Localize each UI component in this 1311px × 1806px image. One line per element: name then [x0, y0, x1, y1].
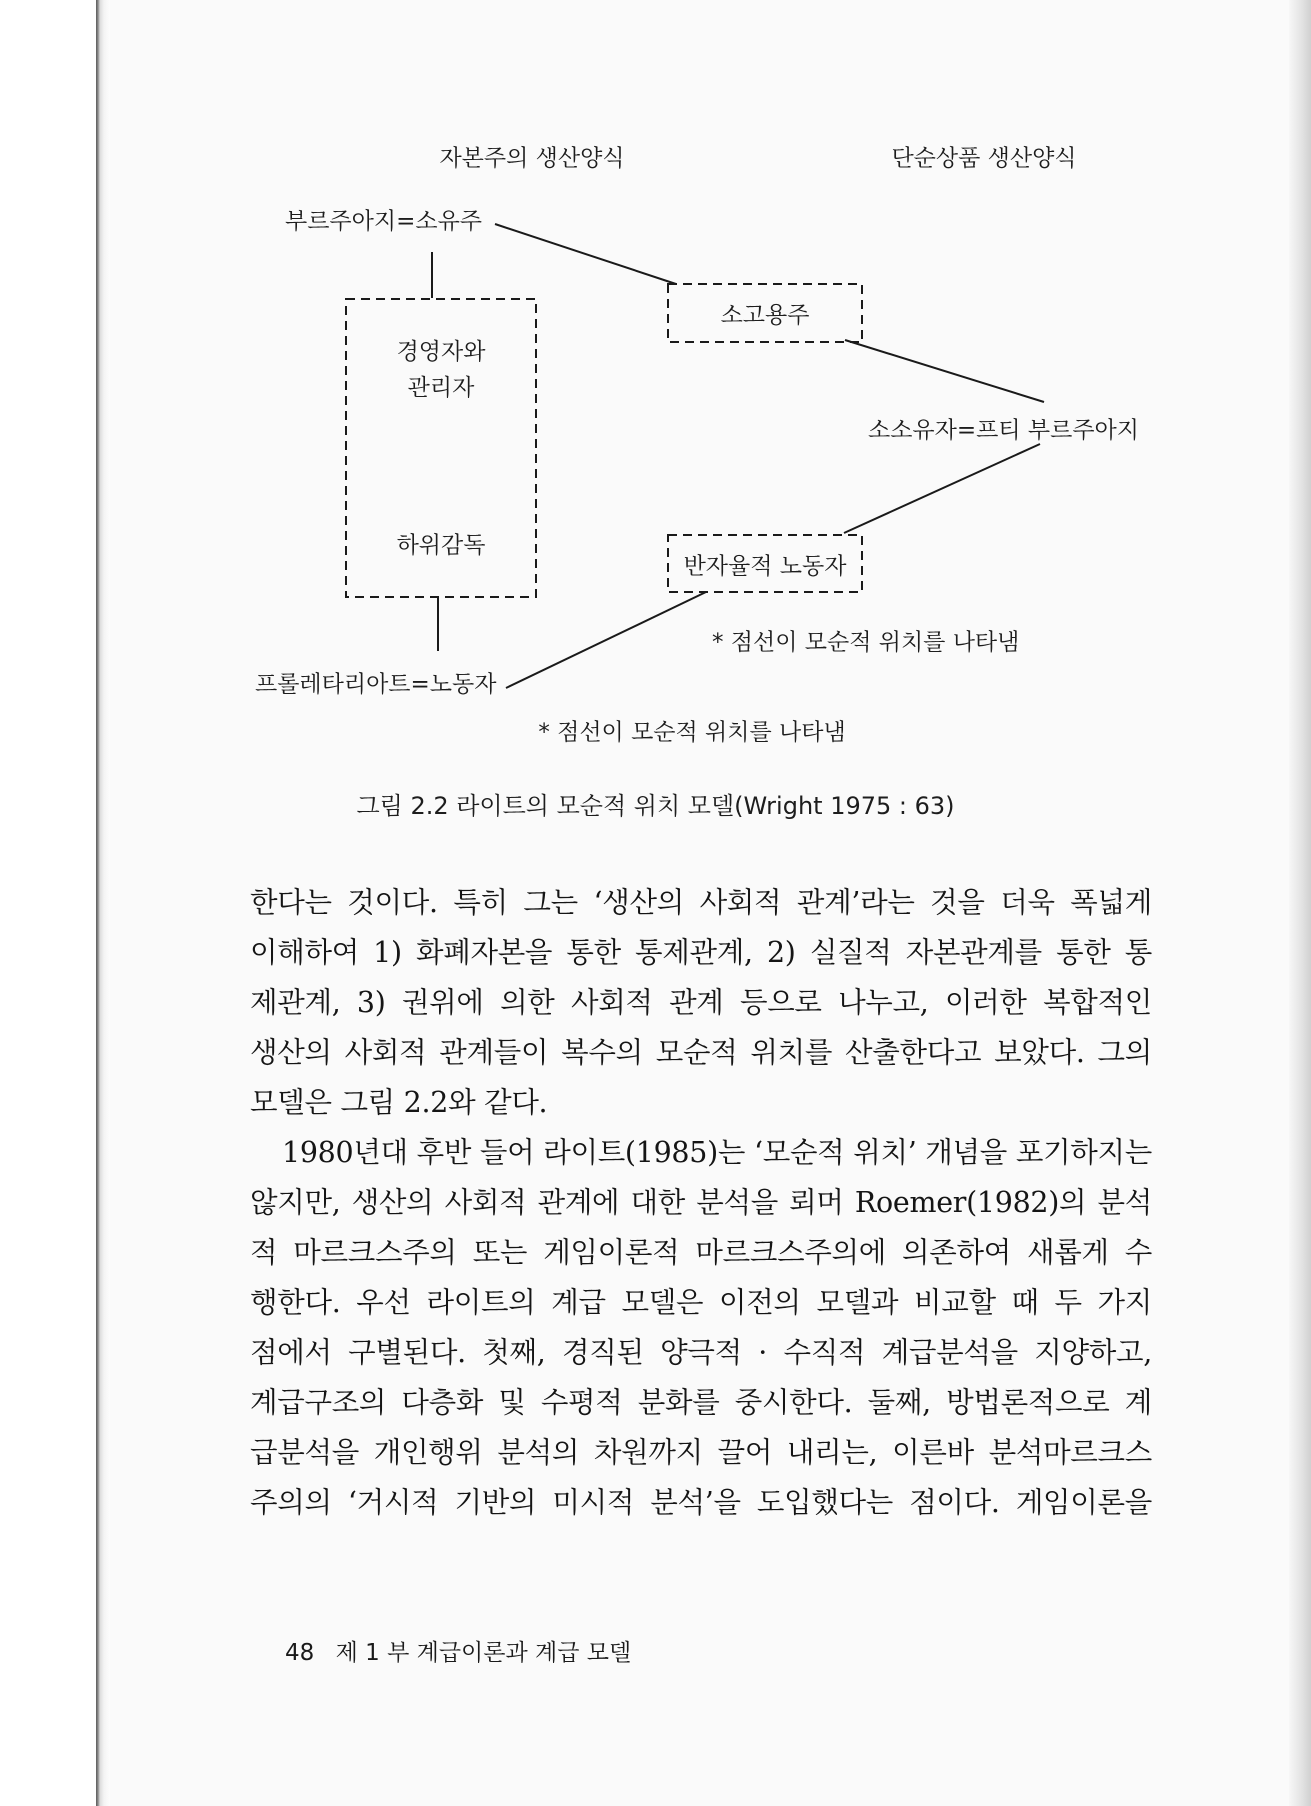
page-number: 48	[285, 1640, 315, 1666]
line-bourgeoisie-to-small-employer	[495, 224, 676, 284]
line-semi-autonomous-to-proletariat	[506, 592, 706, 688]
body-line: 주의의 ‘거시적 기반의 미시적 분석’을 도입했다는 점이다. 게임이론을	[250, 1486, 1152, 1519]
body-line: 점에서 구별된다. 첫째, 경직된 양극적 · 수직적 계급분석을 지양하고,	[250, 1336, 1152, 1369]
body-line: 않지만, 생산의 사회적 관계에 대한 분석을 뢰머 Roemer(1982)의 분석	[250, 1186, 1152, 1219]
line-petty-to-semi-autonomous	[844, 444, 1040, 533]
body-line: 계급구조의 다층화 및 수평적 분화를 중시한다. 둘째, 방법론적으로 계	[250, 1386, 1152, 1419]
label-managers	[397, 334, 486, 406]
label-managers-line1: 경영자와	[396, 339, 486, 365]
body-line: 제관계, 3) 권위에 의한 사회적 관계 등으로 나누고, 이러한 복합적인	[250, 986, 1152, 1019]
header-capitalist-mode: 자본주의 생산양식	[439, 145, 625, 172]
label-bourgeoisie: 부르주아지=소유주	[285, 208, 483, 235]
page-footer	[285, 1634, 631, 1667]
figure-caption: 그림 2.2 라이트의 모순적 위치 모델(Wright 1975 : 63)	[356, 792, 955, 820]
label-small-employer: 소고용주	[720, 302, 810, 329]
body-line: 한다는 것이다. 특히 그는 ‘생산의 사회적 관계’라는 것을 더욱 폭넓게	[250, 886, 1152, 919]
header-simple-commodity-mode: 단순상품 생산양식	[891, 145, 1077, 172]
body-line: 생산의 사회적 관계들이 복수의 모순적 위치를 산출한다고 보았다. 그의	[250, 1036, 1152, 1069]
line-small-employer-to-petty	[845, 340, 1044, 402]
label-supervisors: 하위감독	[396, 532, 486, 559]
running-title: 제 1 부 계급이론과 계급 모델	[335, 1640, 632, 1666]
label-petty-bourgeoisie: 소소유자=프티 부르주아지	[868, 417, 1139, 444]
body-paragraphs	[250, 878, 1152, 1528]
class-position-diagram	[0, 0, 1311, 830]
note-dashed-line-outer: * 점선이 모순적 위치를 나타냄	[538, 719, 846, 746]
body-line: 1980년대 후반 들어 라이트(1985)는 ‘모순적 위치’ 개념을 포기하지는	[282, 1136, 1152, 1169]
body-line: 행한다. 우선 라이트의 계급 모델은 이전의 모델과 비교할 때 두 가지	[250, 1286, 1152, 1319]
note-dashed-line-inner: * 점선이 모순적 위치를 나타냄	[712, 629, 1020, 656]
body-line: 이해하여 1) 화폐자본을 통한 통제관계, 2) 실질적 자본관계를 통한 통	[250, 936, 1152, 969]
label-semi-autonomous-workers: 반자율적 노동자	[683, 553, 847, 580]
body-line: 모델은 그림 2.2와 같다.	[250, 1086, 548, 1119]
body-line: 급분석을 개인행위 분석의 차원까지 끌어 내리는, 이른바 분석마르크스	[250, 1436, 1152, 1469]
label-managers-line2: 관리자	[407, 375, 475, 401]
label-proletariat: 프롤레타리아트=노동자	[255, 671, 497, 698]
body-line: 적 마르크스주의 또는 게임이론적 마르크스주의에 의존하여 새롭게 수	[250, 1236, 1152, 1269]
